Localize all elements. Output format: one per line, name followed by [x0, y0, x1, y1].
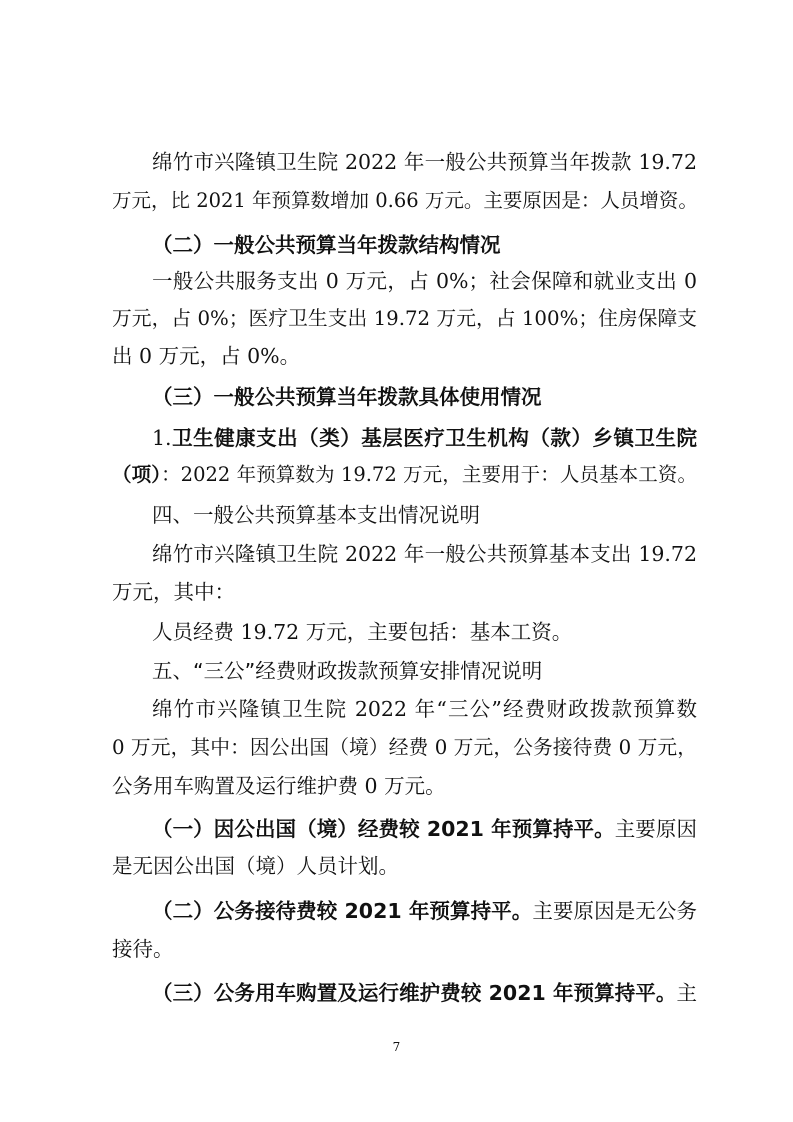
item-text: ：2022 年预算数为 19.72 万元，主要用于：人员基本工资。 — [161, 463, 697, 486]
paragraph-line — [152, 815, 697, 843]
subsection-heading: （二）公务接待费较 2021 年预算持平。 — [152, 899, 533, 923]
paragraph-line: 是无因公出国（境）人员计划。 — [112, 854, 399, 878]
paragraph-line: 人员经费 19.72 万元，主要包括：基本工资。 — [152, 620, 573, 644]
paragraph-line — [152, 897, 697, 925]
subsection-text: 主 — [676, 981, 697, 1005]
paragraph-line — [112, 461, 697, 489]
paragraph-line — [152, 424, 697, 452]
page-number: 7 — [392, 1040, 401, 1054]
paragraph-line: 绵竹市兴隆镇卫生院 2022 年一般公共预算当年拨款 19.72 — [152, 150, 697, 174]
paragraph-line: 0 万元，其中：因公出国（境）经费 0 万元，公务接待费 0 万元， — [112, 736, 697, 759]
section-heading: （二）一般公共预算当年拨款结构情况 — [152, 233, 501, 257]
paragraph-line: 万元，其中： — [112, 580, 235, 604]
paragraph-line — [152, 979, 697, 1007]
item-title: （项） — [112, 463, 162, 486]
paragraph-line: 一般公共服务支出 0 万元，占 0%；社会保障和就业支出 0 — [152, 269, 697, 293]
item-title: 卫生健康支出（类）基层医疗卫生机构（款）乡镇卫生院 — [171, 426, 697, 450]
paragraph-line: 接待。 — [112, 937, 174, 961]
section-title: 四、一般公共预算基本支出情况说明 — [152, 503, 480, 527]
subsection-heading: （三）公务用车购置及运行维护费较 2021 年预算持平。 — [152, 981, 677, 1005]
paragraph-line: 绵竹市兴隆镇卫生院 2022 年“三公”经费财政拨款预算数 — [152, 697, 697, 721]
section-title: 五、“三公”经费财政拨款预算安排情况说明 — [152, 659, 543, 683]
item-number: 1. — [152, 426, 172, 450]
paragraph-line: 出 0 万元，占 0%。 — [112, 344, 301, 368]
paragraph-line: 万元，比 2021 年预算数增加 0.66 万元。主要原因是：人员增资。 — [112, 189, 698, 212]
section-heading: （三）一般公共预算当年拨款具体使用情况 — [152, 385, 542, 409]
paragraph-line: 万元，占 0%；医疗卫生支出 19.72 万元，占 100%；住房保障支 — [112, 307, 697, 330]
paragraph-line: 公务用车购置及运行维护费 0 万元。 — [112, 774, 446, 798]
subsection-text: 主要原因 — [614, 817, 697, 841]
paragraph-line: 绵竹市兴隆镇卫生院 2022 年一般公共预算基本支出 19.72 — [152, 542, 697, 566]
subsection-text: 主要原因是无公务 — [532, 899, 697, 923]
subsection-heading: （一）因公出国（境）经费较 2021 年预算持平。 — [152, 817, 615, 841]
